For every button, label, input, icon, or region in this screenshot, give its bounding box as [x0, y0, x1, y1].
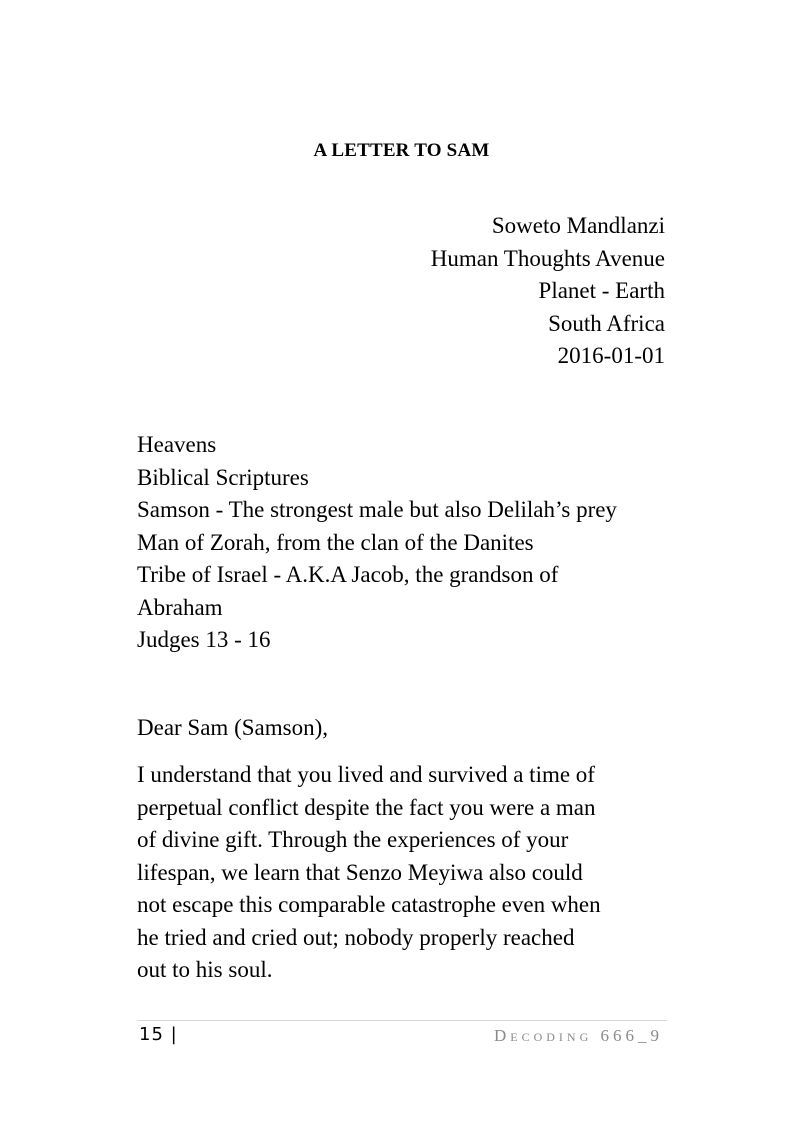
recipient-line: Abraham	[137, 594, 223, 620]
body-line: of divine gift. Through the experiences of your	[137, 827, 569, 852]
letter-title: A LETTER TO SAM	[313, 140, 490, 161]
body-line: lifespan, we learn that Senzo Meyiwa also could	[137, 859, 583, 885]
recipient-line: Samson - The strongest male but also Delilah’s prey	[137, 497, 617, 522]
sender-name: Soweto Mandlanzi	[491, 213, 665, 238]
body-line: he tried and cried out; nobody properly reached	[137, 924, 575, 950]
sender-planet: Planet - Earth	[538, 278, 665, 303]
salutation: Dear Sam (Samson),	[137, 715, 328, 740]
footer-divider	[137, 1020, 667, 1021]
page-number: 15 |	[139, 1024, 178, 1045]
body-line: perpetual conflict despite the fact you were a man	[137, 794, 596, 820]
recipient-line: Judges 13 - 16	[137, 627, 271, 652]
recipient-line: Tribe of Israel - A.K.A Jacob, the grandson of	[137, 562, 559, 587]
letter-date: 2016-01-01	[557, 343, 665, 368]
body-line: out to his soul.	[137, 957, 273, 982]
letter-body	[137, 759, 677, 987]
running-head: Decoding 666_9	[493, 1026, 663, 1045]
recipient-line: Heavens	[137, 432, 217, 457]
recipient-line: Biblical Scriptures	[137, 464, 309, 490]
recipient-line: Man of Zorah, from the clan of the Danites	[137, 529, 534, 555]
recipient-address	[137, 429, 677, 657]
body-line: I understand that you lived and survived a time of	[137, 762, 595, 787]
sender-country: South Africa	[548, 310, 665, 336]
sender-address	[431, 210, 665, 373]
sender-street: Human Thoughts Avenue	[430, 245, 665, 271]
body-line: not escape this comparable catastrophe even when	[137, 892, 601, 917]
